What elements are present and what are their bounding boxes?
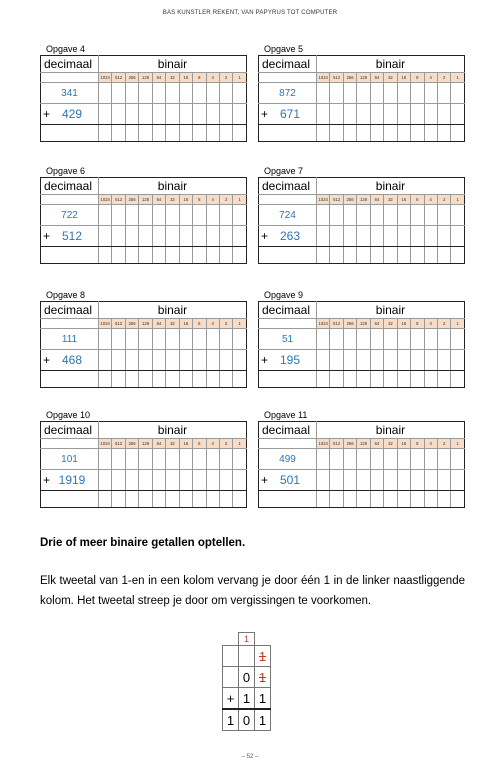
plus-sign: + <box>261 229 269 243</box>
power-cell: 1 <box>233 195 247 205</box>
plus-sign: + <box>43 107 51 121</box>
second-number: 1919 <box>58 473 86 487</box>
body-paragraph: Elk tweetal van 1-en in een kolom vervang je door één 1 in de linker naastliggende kolom. Het tweetal streep je door om vergissingen te voorkomen. <box>40 575 465 607</box>
exercise-block <box>40 410 246 508</box>
power-cell: 1 <box>233 73 247 83</box>
power-cell: 128 <box>139 73 152 83</box>
power-cell: 512 <box>330 195 343 205</box>
power-cell: 16 <box>397 195 410 205</box>
power-cell: 256 <box>125 195 138 205</box>
exercise-block <box>258 166 464 264</box>
power-cell: 2 <box>219 195 232 205</box>
binary-header: binair <box>317 422 465 439</box>
power-cell: 64 <box>152 439 165 449</box>
plus-sign: + <box>261 473 269 487</box>
section-heading: Drie of meer binaire getallen optellen. <box>40 537 246 549</box>
power-cell: 256 <box>125 439 138 449</box>
power-cell: 256 <box>343 319 356 329</box>
decimal-header: decimaal <box>259 422 317 439</box>
power-cell: 32 <box>384 319 397 329</box>
power-cell: 128 <box>139 439 152 449</box>
decimal-header: decimaal <box>259 178 317 195</box>
power-cell: 32 <box>166 319 179 329</box>
first-number: 499 <box>259 449 317 470</box>
running-header: BAS KUNSTLER REKENT, VAN PAPYRUS TOT COMPUTER <box>162 10 338 16</box>
carry-digit: 1 <box>239 633 255 646</box>
power-cell: 1024 <box>317 73 330 83</box>
binary-header: binair <box>317 56 465 73</box>
exercise-block <box>258 410 464 508</box>
exercise-grid <box>258 301 465 388</box>
power-cell: 2 <box>437 319 450 329</box>
power-cell: 32 <box>384 195 397 205</box>
power-cell: 1024 <box>99 439 112 449</box>
decimal-header: decimaal <box>259 302 317 319</box>
power-cell: 4 <box>424 195 437 205</box>
power-cell: 2 <box>219 439 232 449</box>
second-number: 263 <box>280 229 301 243</box>
first-number: 111 <box>41 329 99 350</box>
power-cell: 1 <box>451 319 465 329</box>
power-cell: 16 <box>397 319 410 329</box>
first-number: 341 <box>41 83 99 104</box>
power-cell: 512 <box>112 439 125 449</box>
power-cell: 256 <box>343 439 356 449</box>
second-number: 512 <box>62 229 83 243</box>
decimal-header: decimaal <box>259 56 317 73</box>
plus-sign: + <box>43 473 51 487</box>
exercise-label: Opgave 4 <box>46 44 86 54</box>
power-cell: 16 <box>179 73 192 83</box>
exercise-label: Opgave 6 <box>46 166 86 176</box>
binary-header: binair <box>317 302 465 319</box>
power-cell: 1 <box>451 195 465 205</box>
exercise-label: Opgave 11 <box>264 410 308 420</box>
power-cell: 64 <box>152 319 165 329</box>
power-cell: 4 <box>424 73 437 83</box>
power-cell: 32 <box>384 439 397 449</box>
power-cell: 16 <box>397 73 410 83</box>
decimal-header: decimaal <box>41 422 99 439</box>
power-cell: 8 <box>193 73 206 83</box>
exercise-block <box>258 290 464 388</box>
power-cell: 32 <box>384 73 397 83</box>
power-cell: 2 <box>437 439 450 449</box>
power-cell: 64 <box>370 319 383 329</box>
exercise-grid <box>40 301 247 388</box>
struck-digit: 1 <box>255 646 271 667</box>
power-cell: 4 <box>206 439 219 449</box>
plus-sign: + <box>261 353 269 367</box>
power-cell: 256 <box>125 73 138 83</box>
power-cell: 512 <box>330 319 343 329</box>
power-cell: 64 <box>152 195 165 205</box>
exercise-block <box>40 44 246 142</box>
exercise-block <box>258 44 464 142</box>
second-number: 429 <box>62 107 83 121</box>
power-cell: 512 <box>112 73 125 83</box>
first-number: 722 <box>41 205 99 226</box>
power-cell: 128 <box>357 319 370 329</box>
power-cell: 128 <box>139 195 152 205</box>
power-cell: 8 <box>193 439 206 449</box>
exercise-grid <box>258 177 465 264</box>
power-cell: 64 <box>370 73 383 83</box>
power-cell: 8 <box>411 319 424 329</box>
decimal-header: decimaal <box>41 56 99 73</box>
plus-sign: + <box>43 229 51 243</box>
power-cell: 16 <box>179 195 192 205</box>
power-cell: 1024 <box>317 439 330 449</box>
exercise-label: Opgave 10 <box>46 410 91 420</box>
first-number: 51 <box>259 329 317 350</box>
decimal-header: decimaal <box>41 302 99 319</box>
exercise-label: Opgave 5 <box>264 44 304 54</box>
exercise-grid <box>258 55 465 142</box>
power-cell: 32 <box>166 73 179 83</box>
power-cell: 1024 <box>99 73 112 83</box>
binary-header: binair <box>99 178 247 195</box>
binary-header: binair <box>99 422 247 439</box>
power-cell: 8 <box>411 73 424 83</box>
binary-header: binair <box>317 178 465 195</box>
power-cell: 1024 <box>317 319 330 329</box>
power-cell: 8 <box>193 195 206 205</box>
power-cell: 128 <box>357 439 370 449</box>
power-cell: 256 <box>125 319 138 329</box>
page-number: – 52 – <box>241 754 259 760</box>
power-cell: 1024 <box>317 195 330 205</box>
first-number: 872 <box>259 83 317 104</box>
power-cell: 32 <box>166 195 179 205</box>
power-cell: 2 <box>437 73 450 83</box>
power-cell: 16 <box>397 439 410 449</box>
power-cell: 64 <box>152 73 165 83</box>
power-cell: 128 <box>139 319 152 329</box>
second-number: 468 <box>62 353 83 367</box>
example-addition-grid: 1 1 0 1 + 1 1 1 0 1 <box>222 632 271 731</box>
power-cell: 512 <box>330 439 343 449</box>
decimal-header: decimaal <box>41 178 99 195</box>
power-cell: 4 <box>424 319 437 329</box>
struck-digit: 1 <box>255 667 271 688</box>
exercise-grid <box>40 55 247 142</box>
power-cell: 1024 <box>99 319 112 329</box>
exercise-grid <box>40 177 247 264</box>
power-cell: 1 <box>233 319 247 329</box>
power-cell: 2 <box>219 73 232 83</box>
power-cell: 1 <box>451 439 465 449</box>
plus-sign: + <box>43 353 51 367</box>
power-cell: 8 <box>193 319 206 329</box>
power-cell: 64 <box>370 439 383 449</box>
exercise-label: Opgave 7 <box>264 166 304 176</box>
binary-header: binair <box>99 56 247 73</box>
power-cell: 64 <box>370 195 383 205</box>
power-cell: 512 <box>330 73 343 83</box>
power-cell: 128 <box>357 195 370 205</box>
exercise-label: Opgave 9 <box>264 290 304 300</box>
power-cell: 128 <box>357 73 370 83</box>
plus-sign: + <box>261 107 269 121</box>
power-cell: 256 <box>343 73 356 83</box>
power-cell: 16 <box>179 319 192 329</box>
binary-header: binair <box>99 302 247 319</box>
power-cell: 4 <box>424 439 437 449</box>
power-cell: 1 <box>451 73 465 83</box>
power-cell: 8 <box>411 439 424 449</box>
power-cell: 4 <box>206 319 219 329</box>
exercise-block <box>40 166 246 264</box>
power-cell: 8 <box>411 195 424 205</box>
second-number: 501 <box>280 473 301 487</box>
power-cell: 512 <box>112 319 125 329</box>
second-number: 195 <box>280 353 301 367</box>
power-cell: 512 <box>112 195 125 205</box>
exercise-block <box>40 290 246 388</box>
first-number: 724 <box>259 205 317 226</box>
power-cell: 1024 <box>99 195 112 205</box>
power-cell: 32 <box>166 439 179 449</box>
power-cell: 16 <box>179 439 192 449</box>
exercise-label: Opgave 8 <box>46 290 86 300</box>
exercise-grid <box>258 421 465 508</box>
power-cell: 4 <box>206 73 219 83</box>
power-cell: 1 <box>233 439 247 449</box>
power-cell: 2 <box>219 319 232 329</box>
exercise-grid <box>40 421 247 508</box>
power-cell: 2 <box>437 195 450 205</box>
power-cell: 256 <box>343 195 356 205</box>
first-number: 101 <box>41 449 99 470</box>
second-number: 671 <box>280 107 301 121</box>
power-cell: 4 <box>206 195 219 205</box>
